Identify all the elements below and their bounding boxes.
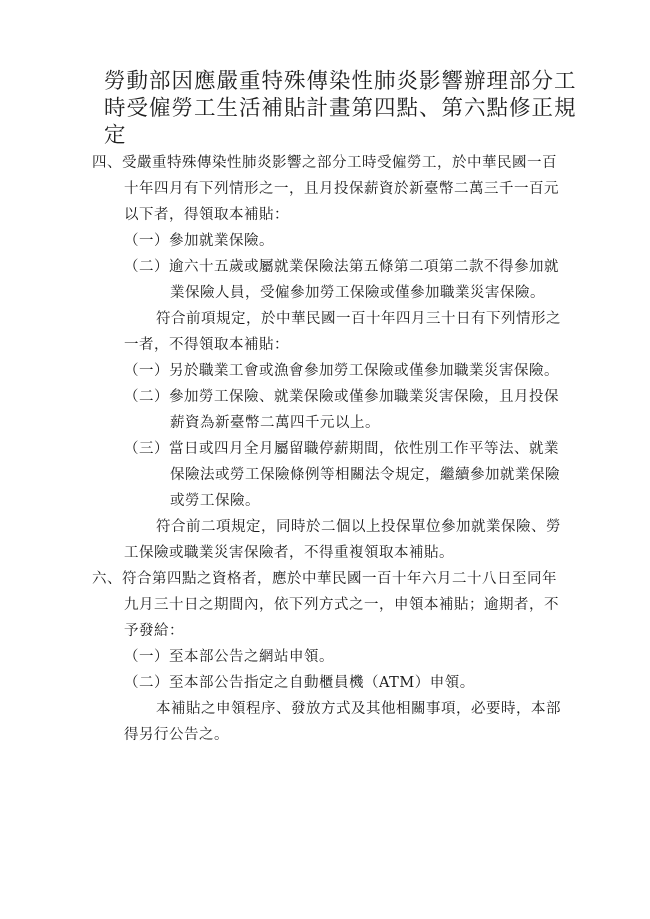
text-line: （一）另於職業工會或漁會參加勞工保險或僅參加職業災害保險。 xyxy=(124,363,559,379)
text-line: 業保險人員，受僱參加勞工保險或僅參加職業災害保險。 xyxy=(170,285,545,301)
text-line: 得另行公告之。 xyxy=(124,727,229,743)
text-line: 本補貼之申領程序、發放方式及其他相關事項，必要時，本部 xyxy=(156,701,561,717)
text-line: 保險法或勞工保險條例等相關法令規定，繼續參加就業保險 xyxy=(170,467,560,483)
text-line: 一者，不得領取本補貼： xyxy=(124,337,289,353)
text-line: （二）逾六十五歲或屬就業保險法第五條第二項第二款不得參加就 xyxy=(124,259,559,275)
text-line: 工保險或職業災害保險者，不得重複領取本補貼。 xyxy=(124,545,454,561)
text-line: 予發給： xyxy=(124,623,184,639)
text-line: 薪資為新臺幣二萬四千元以上。 xyxy=(170,415,380,431)
text-line: 符合前項規定，於中華民國一百十年四月三十日有下列情形之 xyxy=(156,311,561,327)
text-line: （三）當日或四月全月屬留職停薪期間，依性別工作平等法、就業 xyxy=(124,441,559,457)
text-line: （一）參加就業保險。 xyxy=(124,233,274,249)
text-line: 以下者，得領取本補貼： xyxy=(124,207,289,223)
text-line: 四、受嚴重特殊傳染性肺炎影響之部分工時受僱勞工，於中華民國一百 xyxy=(92,155,557,171)
text-line: 十年四月有下列情形之一，且月投保薪資於新臺幣二萬三千一百元 xyxy=(124,181,559,197)
text-line: （二）參加勞工保險、就業保險或僅參加職業災害保險，且月投保 xyxy=(124,389,559,405)
text-line: （一）至本部公告之網站申領。 xyxy=(124,649,334,665)
text-line: 符合前二項規定，同時於二個以上投保單位參加就業保險、勞 xyxy=(156,519,561,535)
text-line: （二）至本部公告指定之自動櫃員機（ATM）申領。 xyxy=(124,675,475,691)
text-line: 或勞工保險。 xyxy=(170,493,260,509)
text-line: 六、符合第四點之資格者，應於中華民國一百十年六月二十八日至同年 xyxy=(92,571,557,587)
document-title: 勞動部因應嚴重特殊傳染性肺炎影響辦理部分工時受僱勞工生活補貼計畫第四點、第六點修正規定 xyxy=(104,69,577,148)
text-line: 九月三十日之期間內，依下列方式之一，申領本補貼；逾期者，不 xyxy=(124,597,559,613)
